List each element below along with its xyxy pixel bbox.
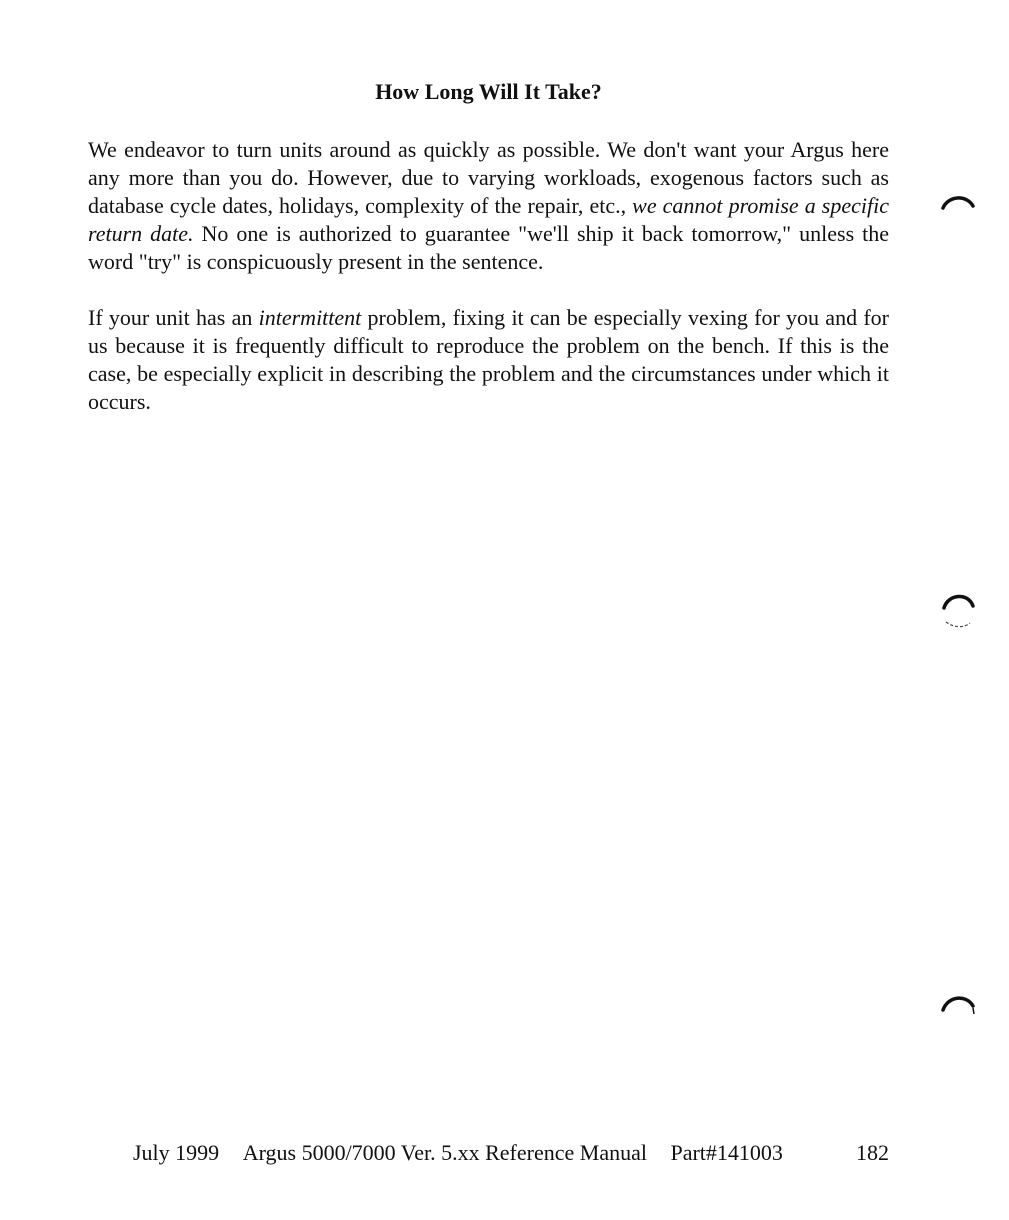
punch-hole-mark-middle [940,590,976,620]
footer-date: July 1999 [133,1140,220,1165]
paragraph-2-text-end: problem, fixing it can be especially vexing for you and for us because it is frequently difficult to reproduce the problem on the bench. If this is the case, be especially explicit in describing the problem and the circumstances under which it occurs. [88,305,889,414]
punch-hole-mark-top [940,192,976,222]
punch-hole-icon [940,590,976,630]
footer-manual-title: Argus 5000/7000 Ver. 5.xx Reference Manual [242,1140,647,1165]
page-footer [133,1139,889,1167]
paragraph-return-time [88,136,889,276]
paragraph-1-text-start: We endeavor to turn units around as quickly as possible. We don't want your Argus here any more than you do. However, due to varying workloads, exogenous factors such as database cycle dates, holidays, complexity of the repair, etc., [88,137,889,218]
punch-hole-icon [940,990,976,1020]
punch-hole-icon [940,192,976,222]
paragraph-intermittent-problem [88,304,889,416]
paragraph-2-emphasis: intermittent [258,305,362,330]
paragraph-1-text-end: No one is authorized to guarantee "we'll ship it back tomorrow," unless the word "try" is conspicuously present in the sentence. [88,221,889,274]
paragraph-2-text-start: If your unit has an [88,305,259,330]
paragraph-1-emphasis: we cannot promise a specific return date. [88,193,889,246]
punch-hole-mark-bottom [940,990,976,1020]
footer-page-number: 182 [856,1140,889,1165]
footer-part-number: Part#141003 [670,1140,783,1165]
page-title: How Long Will It Take? [375,79,602,104]
